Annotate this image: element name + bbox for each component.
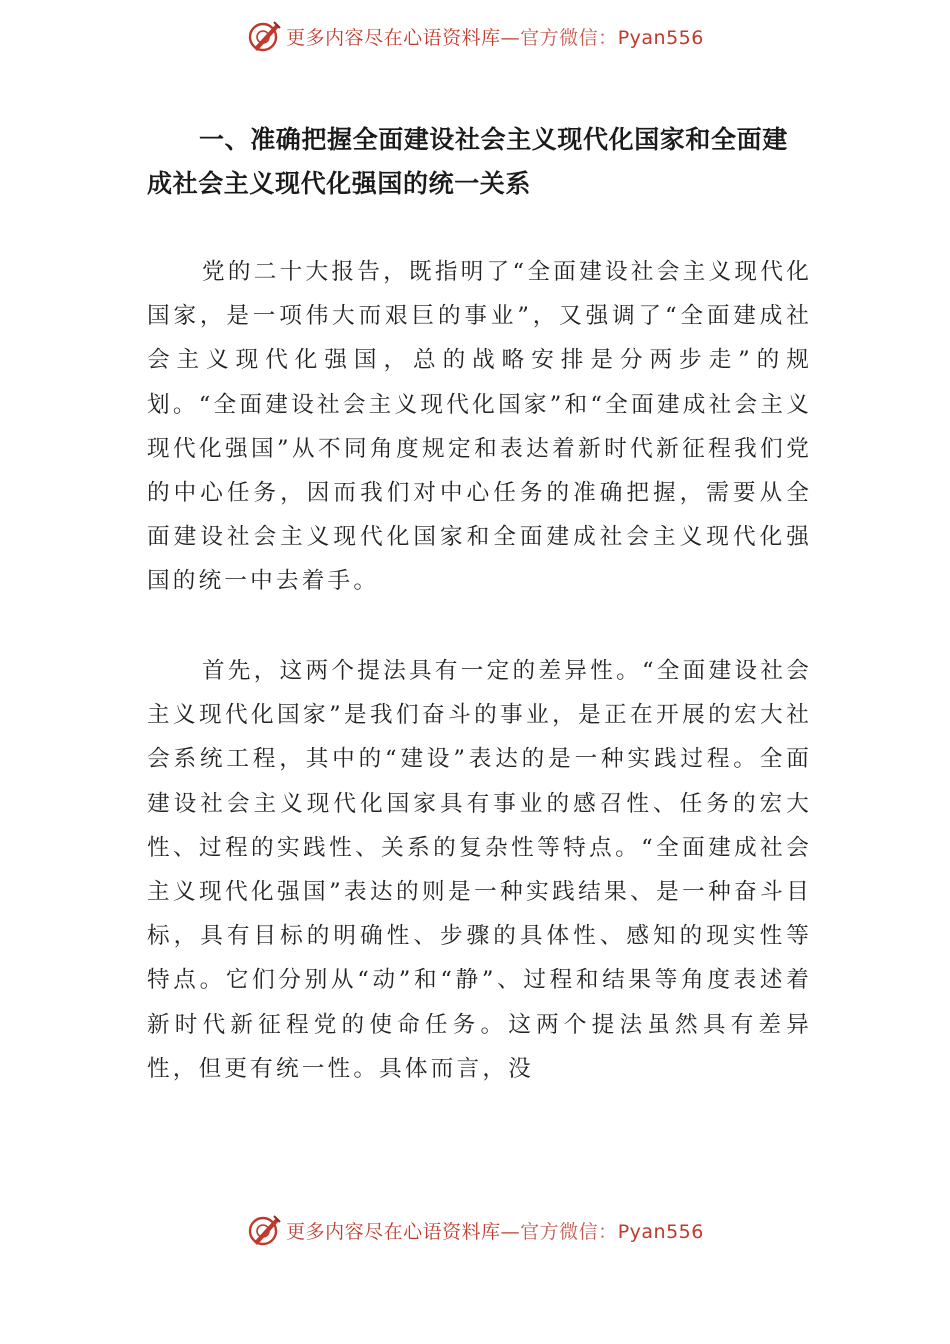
footer-banner <box>0 1208 950 1252</box>
header-banner <box>0 14 950 58</box>
banner-text: 更多内容尽在心语资料库—官方微信：Pyan556 <box>286 26 704 49</box>
body-paragraph-1: 党的二十大报告，既指明了“全面建设社会主义现代化国家，是一项伟大而艰巨的事业”，又强调了“全面建成社会主义现代化强国，总的战略安排是分两步走”的规划。“全面建设社会主义现代化国家”和“全面建成社会主义现代化强国”从不同角度规定和表达着新时代新征程我们党的中心任务，因而我们对中心任务的准确把握，需要从全面建设社会主义现代化国家和全面建成社会主义现代化强国的统一中去着手。 <box>147 259 812 595</box>
pen-seal-icon <box>246 1212 282 1248</box>
wechat-id: Pyan556 <box>617 26 704 49</box>
body-paragraph-2: 首先，这两个提法具有一定的差异性。“全面建设社会主义现代化国家”是我们奋斗的事业，是正在开展的宏大社会系统工程，其中的“建设”表达的是一种实践过程。全面建设社会主义现代化国家具有事业的感召性、任务的宏大性、过程的实践性、关系的复杂性等特点。“全面建成社会主义现代化强国”表达的则是一种实践结果、是一种奋斗目标，具有目标的明确性、步骤的具体性、感知的现实性等特点。它们分别从“动”和“静”、过程和结果等角度表述着新时代新征程党的使命任务。这两个提法虽然具有差异性，但更有统一性。具体而言，没 <box>147 658 812 1082</box>
banner-text: 更多内容尽在心语资料库—官方微信：Pyan556 <box>286 1220 704 1243</box>
wechat-id: Pyan556 <box>617 1220 704 1243</box>
section-heading: 一、准确把握全面建设社会主义现代化国家和全面建成社会主义现代化强国的统一关系 <box>147 125 788 198</box>
pen-seal-icon <box>246 18 282 54</box>
